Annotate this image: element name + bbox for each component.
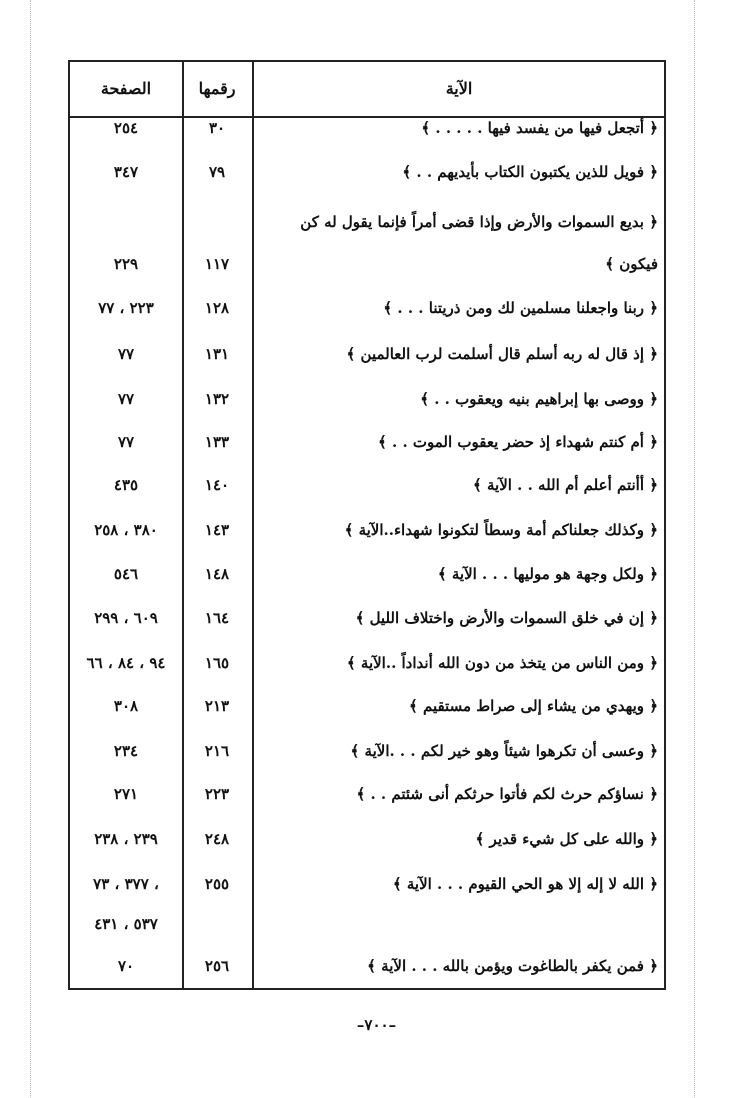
row-number: ١٣١	[204, 345, 230, 363]
header-page: الصفحة	[100, 79, 152, 98]
row-number: ٢٤٨	[204, 830, 230, 848]
row-verse: ﴿ وكذلك جعلناكم أمة وسطاً لتكونوا شهداء..الآية ﴾	[344, 521, 658, 539]
header-verse: الآية	[445, 79, 473, 98]
row-page: ٣٠٨	[113, 697, 139, 715]
row-number: ٣٠	[208, 119, 226, 137]
row-page	[70, 202, 182, 242]
row-page: ٣٤٧	[113, 163, 139, 181]
table-row	[70, 288, 664, 328]
row-number: ١٣٣	[204, 433, 230, 451]
row-page: ٧٠	[117, 957, 135, 975]
row-verse: ﴿ أتجعل فيها من يفسد فيها . . . . . ﴾	[421, 119, 658, 137]
table-row	[70, 465, 664, 505]
table-row	[70, 244, 664, 284]
row-number: ١٤٠	[204, 476, 230, 494]
row-verse: ﴿ أأنتم أعلم أم الله . . الآية ﴾	[472, 476, 658, 494]
row-verse: ﴿ فويل للذين يكتبون الكتاب بأيديهم . . ﴾	[402, 163, 658, 181]
row-number	[182, 904, 252, 944]
row-page: ٢٢٣ ، ٧٧	[98, 299, 154, 317]
table-row	[70, 108, 664, 148]
row-page: ٣٨٠ ، ٢٥٨	[94, 521, 158, 539]
row-number: ١٦٥	[204, 654, 230, 672]
row-page: ٧٧	[117, 390, 135, 408]
row-number: ٢٥٥	[204, 875, 230, 893]
header-number: رقمها	[198, 79, 236, 98]
row-verse: ﴿ ووصى بها إبراهيم بنيه ويعقوب . . ﴾	[420, 390, 658, 408]
table-row	[70, 510, 664, 550]
row-verse: ﴿ ومن الناس من يتخذ من دون الله أنداداً ..الآية ﴾	[346, 654, 658, 672]
table-row	[70, 598, 664, 638]
row-number: ١٦٤	[204, 609, 230, 627]
row-verse: ﴿ ربنا واجعلنا مسلمين لك ومن ذريتنا . . . ﴾	[383, 299, 658, 317]
row-verse: ﴿ ولكل وجهة هو موليها . . . الآية ﴾	[437, 565, 658, 583]
row-page: ٢٣٩ ، ٢٣٨	[94, 830, 158, 848]
table-row	[70, 864, 664, 904]
row-page: ٤٣٥	[113, 476, 139, 494]
row-page: ٧٧	[117, 433, 135, 451]
row-verse: ﴿ بديع السموات والأرض وإذا قضى أمراً فإنما يقول له كن	[300, 213, 658, 231]
row-page: ٢٧١	[113, 785, 139, 803]
row-verse: ﴿ نساؤكم حرث لكم فأتوا حرثكم أنى شئتم . . ﴾	[356, 785, 658, 803]
row-number: ٧٩	[208, 163, 226, 181]
row-page: ٧٧	[117, 345, 135, 363]
row-number: ١٤٣	[204, 521, 230, 539]
row-verse: ﴿ فمن يكفر بالطاغوت ويؤمن بالله . . . الآية ﴾	[367, 957, 658, 975]
index-table	[68, 60, 666, 990]
row-verse: ﴿ أم كنتم شهداء إذ حضر يعقوب الموت . . ﴾	[377, 433, 658, 451]
row-number: ٢١٦	[204, 742, 230, 760]
row-verse: ﴿ الله لا إله إلا هو الحي القيوم . . . الآية ﴾	[392, 875, 658, 893]
row-number: ٢٢٣	[204, 785, 230, 803]
table-row	[70, 422, 664, 462]
row-page: ٥٣٧ ، ٤٣١	[94, 915, 158, 933]
row-verse: ﴿ إذ قال له ربه أسلم قال أسلمت لرب العالمين ﴾	[346, 345, 658, 363]
table-row	[70, 152, 664, 192]
table-row	[70, 946, 664, 986]
row-page: ٢٢٩	[113, 255, 139, 273]
row-number: ٢٥٦	[204, 957, 230, 975]
table-row	[70, 774, 664, 814]
page-number: –٧٠٠–	[356, 1016, 397, 1034]
row-page: ٦٠٩ ، ٢٩٩	[94, 609, 158, 627]
table-row	[70, 819, 664, 859]
row-number	[182, 202, 252, 242]
table-row	[70, 686, 664, 726]
table-row	[70, 904, 664, 944]
row-verse: ﴿ ويهدي من يشاء إلى صراط مستقيم ﴾	[408, 697, 658, 715]
row-verse: فيكون ﴾	[605, 255, 658, 273]
row-page: ٥٤٦	[113, 565, 139, 583]
row-page: ٩٤ ، ٨٤ ، ٦٦	[86, 654, 166, 672]
scan-dotted-guide	[694, 0, 695, 1098]
row-number: ١١٧	[204, 255, 230, 273]
table-row	[70, 554, 664, 594]
row-verse: ﴿ وعسى أن تكرهوا شيئاً وهو خير لكم . . .الآية ﴾	[350, 742, 658, 760]
row-number: ١٤٨	[204, 565, 230, 583]
row-page: ، ٣٧٧ ، ٧٣	[93, 875, 159, 893]
table-row	[70, 379, 664, 419]
row-number: ١٢٨	[204, 299, 230, 317]
table-row	[70, 334, 664, 374]
row-page: ٢٥٤	[113, 119, 139, 137]
scan-dotted-guide	[30, 0, 31, 1098]
row-number: ١٣٢	[204, 390, 230, 408]
row-page: ٢٣٤	[113, 742, 139, 760]
row-verse	[252, 904, 664, 944]
table-row	[70, 643, 664, 683]
row-number: ٢١٣	[204, 697, 230, 715]
table-row	[70, 202, 664, 242]
row-verse: ﴿ إن في خلق السموات والأرض واختلاف الليل ﴾	[355, 609, 658, 627]
table-row	[70, 731, 664, 771]
row-verse: ﴿ والله على كل شيء قدير ﴾	[475, 830, 658, 848]
